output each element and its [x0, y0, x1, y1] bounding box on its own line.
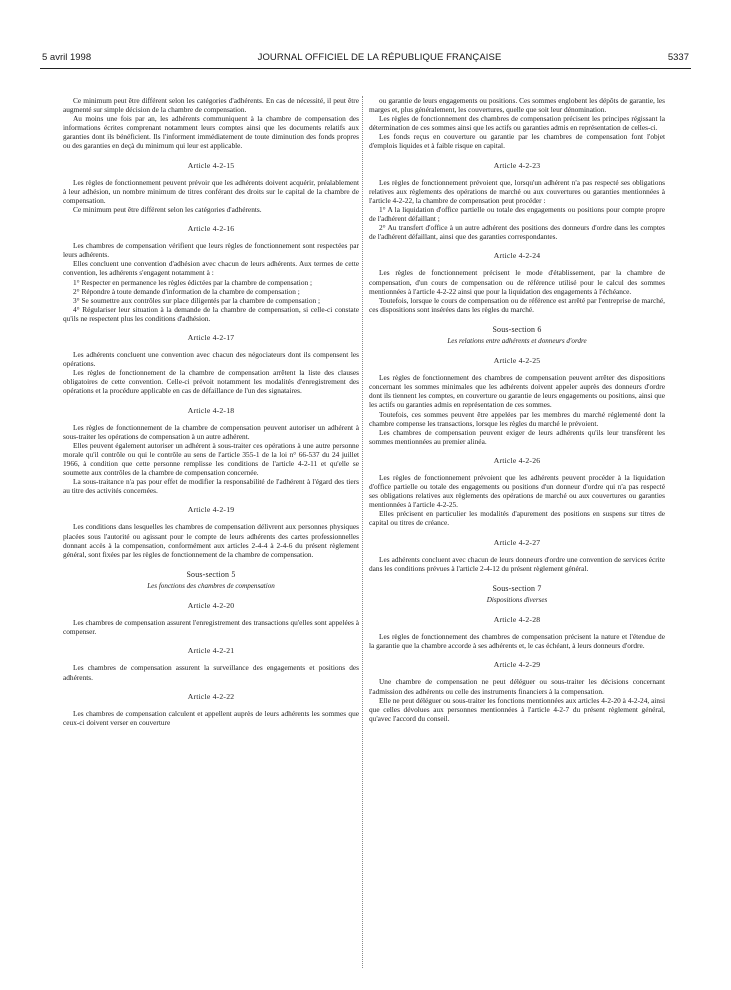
left-column: [63, 96, 359, 727]
paragraph: 2° Répondre à toute demande d'information de la chambre de compensation ;: [73, 286, 300, 296]
paragraph: Les adhérents concluent une convention avec chacun des négociateurs dont ils compensent les opérations.: [63, 350, 359, 369]
paragraph: Au moins une fois par an, les adhérents communiquent à la chambre de compensation des informations écrites comprenant notamment leurs comptes ainsi que les documents relatifs aux garanties dont ils bénéficient. Ils l'informent immédiatement de toute diminution des fonds propres ou des garanties en deçà du minimum qui leur est applicable.: [63, 114, 359, 151]
subsection-heading: Sous-section 5: [186, 569, 236, 579]
article-heading: Article 4-2-29: [493, 660, 541, 670]
paragraph: Les règles de fonctionnement peuvent prévoir que les adhérents doivent acquérir, préalablement à leur adhésion, un nombre minimum de titres conférant des droits sur le capital de la chambre de compensation.: [63, 177, 359, 205]
subsection-heading: Sous-section 6: [492, 324, 542, 334]
paragraph: Les règles de fonctionnement des chambres de compensation précisent les principes régissant la détermination de ces sommes ainsi que les actifs ou garanties admis en représentation de celles-ci.: [369, 114, 665, 133]
article-heading: Article 4-2-27: [493, 537, 541, 547]
paragraph: Les règles de fonctionnement des chambres de compensation peuvent arrêter des dispositions concernant les sommes minimales que les adhérents doivent appeler auprès des donneurs d'ordre dont ils tiennent les comptes, en couverture ou garantie de leurs engagements ou positions, ainsi que les actifs ou garanties admis en représentation de ces sommes.: [369, 373, 665, 410]
article-heading: Article 4-2-24: [493, 251, 541, 261]
paragraph: 4° Régulariser leur situation à la demande de la chambre de compensation, si celle-ci constate qu'ils ne respectent plus les conditions d'adhésion.: [63, 304, 359, 323]
article-heading: Article 4-2-21: [187, 646, 235, 656]
journal-title: JOURNAL OFFICIEL DE LA RÉPUBLIQUE FRANÇAISE: [257, 52, 502, 63]
paragraph: 1° Respecter en permanence les règles édictées par la chambre de compensation ;: [73, 277, 313, 287]
subsection-title: Dispositions diverses: [486, 595, 548, 604]
article-heading: Article 4-2-17: [187, 332, 235, 342]
paragraph: 3° Se soumettre aux contrôles sur place diligentés par la chambre de compensation ;: [73, 295, 321, 305]
paragraph: Les règles de fonctionnement précisent le mode d'établissement, par la chambre de compensation, d'un cours de compensation ou de référence utilisé pour le calcul des sommes mentionnées à l'article 4-2-22 ainsi que pour la liquidation des engagements à l'échéance.: [369, 268, 665, 296]
subsection-title: Les fonctions des chambres de compensation: [147, 581, 275, 590]
subsection-heading: Sous-section 7: [492, 583, 542, 593]
article-heading: Article 4-2-16: [187, 224, 235, 234]
article-heading: Article 4-2-18: [187, 405, 235, 415]
paragraph: Elles peuvent également autoriser un adhérent à sous-traiter ces opérations à une autre personne morale qu'il contrôle ou qui le contrôle au sens de l'article 355-1 de la loi n° 66-537 du 24 juillet 1966, à condition que cette personne remplisse les conditions de l'article 4-2-11 et qu'elle se soumette aux contrôles de la chambre de compensation concernée.: [63, 440, 359, 478]
article-heading: Article 4-2-26: [493, 455, 541, 465]
paragraph: Elle ne peut déléguer ou sous-traiter les fonctions mentionnées aux articles 4-2-20 à 4-2-24, ainsi que celles dévolues aux personnes mentionnées à l'article 4-2-7 du présent règlement général, qu'avec l'accord du conseil.: [369, 695, 665, 723]
paragraph: Les chambres de compensation vérifient que leurs règles de fonctionnement sont respectées par leurs adhérents.: [63, 241, 359, 260]
article-heading: Article 4-2-19: [187, 505, 235, 515]
article-heading: Article 4-2-15: [187, 160, 235, 170]
paragraph: 1° A la liquidation d'office partielle ou totale des engagements ou positions pour compte propre de l'adhérent défaillant ;: [369, 204, 665, 224]
paragraph: Les règles de fonctionnement de la chambre de compensation peuvent autoriser un adhérent à sous-traiter les opérations de compensation à un autre adhérent.: [63, 422, 359, 441]
article-heading: Article 4-2-20: [187, 601, 235, 611]
article-heading: Article 4-2-25: [493, 356, 541, 366]
subsection-title: Les relations entre adhérents et donneurs d'ordre: [447, 336, 587, 345]
paragraph: Les chambres de compensation calculent et appellent auprès de leurs adhérents les sommes que ceux-ci doivent verser en couverture: [63, 708, 359, 727]
paragraph: Les adhérents concluent avec chacun de leurs donneurs d'ordre une convention de services écrite dans les conditions prévues à l'article 2-4-12 du présent règlement général.: [369, 554, 665, 573]
paragraph: Elles précisent en particulier les modalités d'apurement des positions en suspens sur titres de capital ou titres de créance.: [369, 509, 665, 528]
article-heading: Article 4-2-28: [493, 615, 541, 625]
paragraph: Une chambre de compensation ne peut déléguer ou sous-traiter les décisions concernant l'admission des adhérents ou celle des instruments financiers à la compensation.: [369, 677, 665, 696]
paragraph: Les règles de fonctionnement prévoient que, lorsqu'un adhérent n'a pas respecté ses obligations relatives aux règlements des opérations de marché ou aux couvertures ou garanties mentionnées à l'article 4-2-22, la chambre de compensation peut procéder :: [369, 177, 665, 205]
paragraph: ou garantie de leurs engagements ou positions. Ces sommes englobent les dépôts de garantie, les marges et, plus généralement, les couvertures, quelle que soit leur dénomination.: [369, 96, 665, 115]
paragraph: La sous-traitance n'a pas pour effet de modifier la responsabilité de l'adhérent à l'égard des tiers au titre des activités concernées.: [63, 477, 359, 496]
paragraph: Toutefois, lorsque le cours de compensation ou de référence est arrêté par l'entreprise de marché, ces dispositions sont insérées dans les règles du marché.: [369, 295, 665, 314]
paragraph: Les chambres de compensation assurent la surveillance des engagements et positions des adhérents.: [63, 663, 359, 682]
paragraph: Les chambres de compensation peuvent exiger de leurs adhérents qu'ils leur transfèrent les sommes mentionnées au premier alinéa.: [369, 427, 665, 446]
article-heading: Article 4-2-23: [493, 160, 541, 170]
paragraph: Les règles de fonctionnement prévoient que les adhérents peuvent procéder à la liquidation d'office partielle ou totale des engagements ou positions d'un donneur d'ordre qui n'a pas respecté ses obligations relatives aux règlements des opérations de marché ou aux couvertures ou garanties mentionnées à l'article 4-2-25.: [369, 473, 665, 510]
column-divider: [362, 96, 363, 968]
right-column: [369, 96, 665, 723]
paragraph: Les règles de fonctionnement des chambres de compensation précisent la nature et l'étendue de la garantie que la chambre accorde à ses adhérents et, le cas échéant, à leurs donneurs d'ordre.: [369, 632, 665, 651]
paragraph: 2° Au transfert d'office à un autre adhérent des positions des donneurs d'ordre dans les comptes de l'adhérent défaillant, ainsi que des garanties correspondantes.: [369, 223, 665, 242]
header-rule: [40, 68, 691, 69]
paragraph: Toutefois, ces sommes peuvent être appelées par les membres du marché réglementé dont la chambre compense les transactions, lorsque les règles du marché le prévoient.: [369, 409, 665, 428]
issue-date: 5 avril 1998: [42, 52, 92, 63]
paragraph: Les conditions dans lesquelles les chambres de compensation délivrent aux personnes physiques placées sous l'autorité ou agissant pour le compte de leurs adhérents des cartes professionnelles donnant accès à la compensation, conformément aux articles 2-4-4 à 2-4-6 du présent règlement général, sont fixées par les règles de fonctionnement de la chambre de compensation.: [63, 522, 359, 559]
page-number: 5337: [667, 52, 689, 63]
paragraph: Les fonds reçus en couverture ou garantie par les chambres de compensation font l'objet d'emplois liquides et à faible risque en capital.: [369, 132, 665, 151]
paragraph: Ce minimum peut être différent selon les catégories d'adhérents.: [73, 204, 262, 214]
paragraph: Les règles de fonctionnement de la chambre de compensation arrêtent la liste des clauses obligatoires de cette convention. Celle-ci prévoit notamment les modalités d'enregistrement des opérations et la procédure applicable en cas de défaillance de l'un des signataires.: [63, 368, 359, 396]
paragraph: Elles concluent une convention d'adhésion avec chacun de leurs adhérents. Aux termes de cette convention, les adhérents s'engagent notamment à :: [63, 259, 359, 278]
page-header: [42, 52, 689, 63]
paragraph: Les chambres de compensation assurent l'enregistrement des transactions qu'elles sont appelées à compenser.: [63, 618, 359, 637]
article-heading: Article 4-2-22: [187, 691, 235, 701]
paragraph: Ce minimum peut être différent selon les catégories d'adhérents. En cas de nécessité, il peut être augmenté sur simple décision de la chambre de compensation.: [63, 96, 359, 115]
